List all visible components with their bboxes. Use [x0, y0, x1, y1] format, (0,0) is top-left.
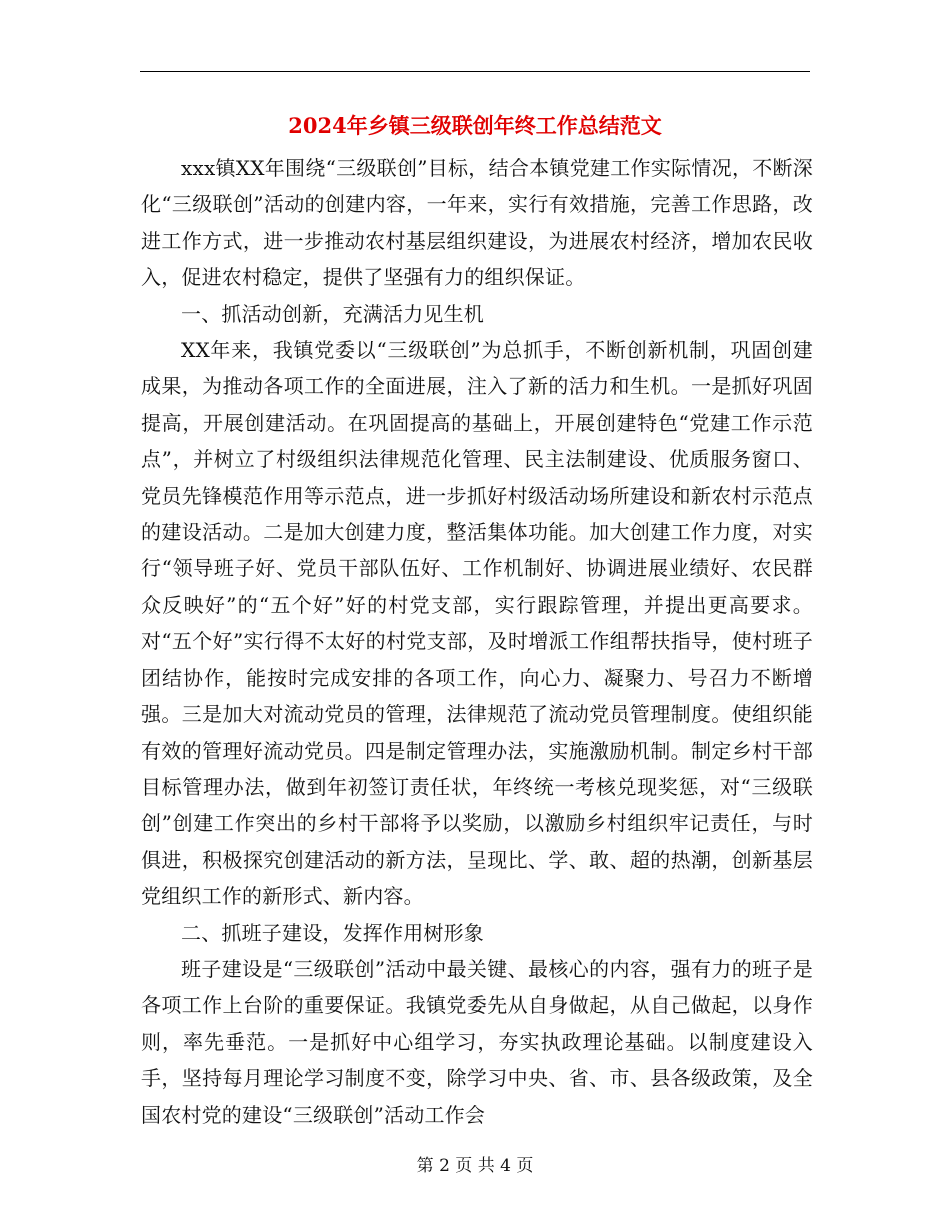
page-number: 第 2 页 共 4 页 [416, 1156, 534, 1176]
section-heading-2: 二、抓班子建设，发挥作用树形象 [181, 920, 484, 945]
document-body [141, 150, 813, 1133]
section-1-paragraph: XX年来，我镇党委以“三级联创”为总抓手，不断创新机制，巩固创建成果，为推动各项工作的全面进展，注入了新的活力和生机。一是抓好巩固提高，开展创建活动。在巩固提高的基础上，开展创建特色“党建工作示范点”，并树立了村级组织法律规范化管理、民主法制建设、优质服务窗口、党员先锋模范作用等示范点，进一步抓好村级活动场所建设和新农村示范点的建设活动。二是加大创建力度，整活集体功能。加大创建工作力度，对实行“领导班子好、党员干部队伍好、工作机制好、协调进展业绩好、农民群众反映好”的“五个好”好的村党支部，实行跟踪管理，并提出更高要求。对“五个好”实行得不太好的村党支部，及时增派工作组帮扶指导，使村班子团结协作，能按时完成安排的各项工作，向心力、凝聚力、号召力不断增强。三是加大对流动党员的管理，法律规范了流动党员管理制度。使组织能有效的管理好流动党员。四是制定管理办法，实施激励机制。制定乡村干部目标管理办法，做到年初签订责任状，年终统一考核兑现奖惩，对“三级联创”创建工作突出的乡村干部将予以奖励，以激励乡村组织牢记责任，与时俱进，积极探究创建活动的新方法，呈现比、学、敢、超的热潮，创新基层党组织工作的新形式、新内容。 [141, 338, 813, 909]
header-rule [140, 71, 810, 72]
intro-paragraph: xxx镇XX年围绕“三级联创”目标，结合本镇党建工作实际情况，不断深化“三级联创”活动的创建内容，一年来，实行有效措施，完善工作思路，改进工作方式，进一步推动农村基层组织建设，为进展农村经济，增加农民收入，促进农村稳定，提供了坚强有力的组织保证。 [141, 156, 813, 290]
section-heading-1: 一、抓活动创新，充满活力见生机 [181, 301, 484, 326]
section-2-paragraph: 班子建设是“三级联创”活动中最关键、最核心的内容，强有力的班子是各项工作上台阶的重要保证。我镇党委先从自身做起，从自己做起，以身作则，率先垂范。一是抓好中心组学习，夯实执政理论基础。以制度建设入手，坚持每月理论学习制度不变，除学习中央、省、市、县各级政策，及全国农村党的建设“三级联创”活动工作会 [141, 956, 813, 1127]
document-title: 2024年乡镇三级联创年终工作总结范文 [288, 113, 662, 138]
